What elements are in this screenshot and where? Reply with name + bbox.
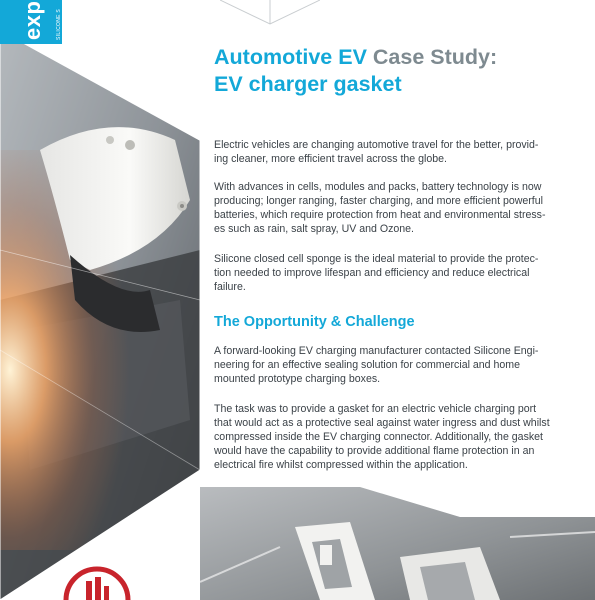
title-line-2: EV charger gasket [214,72,402,96]
text-line: With advances in cells, modules and packs, battery technology is now [214,181,542,193]
text-line: Electric vehicles are changing automotive travel for the better, provid- [214,139,539,151]
text-line: producing; longer ranging, faster charging, and more efficient powerful [214,195,543,207]
sponge-paragraph [214,252,584,294]
challenge-paragraph [214,402,584,472]
text-line: Silicone closed cell sponge is the ideal material to provide the protec- [214,253,539,265]
section-heading: The Opportunity & Challenge [214,314,415,330]
title-line-1 [214,44,584,71]
ev-parking-photo [200,487,595,600]
text-line: would have the capability to provide additional flame protection in an [214,445,535,457]
brand-logo-subtext: SILICONE S [56,8,62,40]
page-title [214,44,584,98]
battery-paragraph [214,180,584,236]
title-grey: Case Study: [372,45,498,69]
opportunity-paragraph [214,344,584,386]
text-line: that would act as a protective seal against water ingress and dust whilst [214,417,550,429]
brand-logo-text: exp [20,0,45,40]
text-line: ing cleaner, more efficient travel across the globe. [214,153,447,165]
text-line: mounted prototype charging boxes. [214,373,381,385]
intro-paragraph [214,138,584,166]
hexagon-decoration [220,0,320,26]
text-line: tion needed to improve lifespan and efficiency and reduce electrical [214,267,530,279]
ev-charger-photo [0,0,200,600]
text-line: failure. [214,281,246,293]
text-line: A forward-looking EV charging manufacturer contacted Silicone Engi- [214,345,539,357]
text-line: es such as rain, salt spray, UV and Ozone. [214,223,415,235]
brand-logo [0,0,62,44]
text-line: compressed inside the EV charging connector. Additionally, the gasket [214,431,543,443]
round-brand-logo [62,566,132,600]
text-line: batteries, which require protection from heat and environmental stress- [214,209,546,221]
title-accent: Automotive EV [214,45,373,69]
text-line: neering for an effective sealing solution for commercial and home [214,359,521,371]
text-line: electrical fire whilst compressed within the application. [214,459,468,471]
text-line: The task was to provide a gasket for an electric vehicle charging port [214,403,537,415]
